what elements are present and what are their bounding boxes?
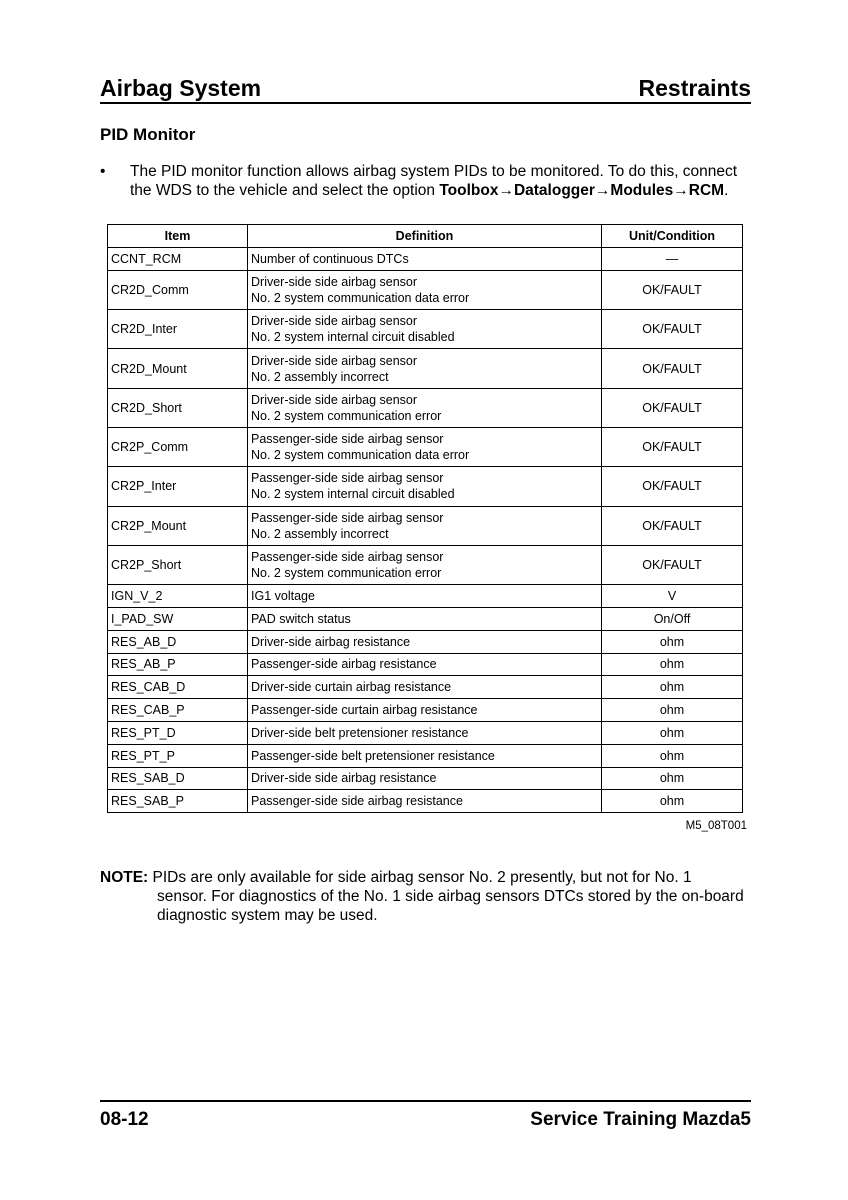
- table-row: [108, 607, 743, 630]
- note-block: [100, 868, 760, 925]
- table-row: [108, 744, 743, 767]
- intro-plain-text: The PID monitor function allows airbag system PIDs to be monitored. To do this, connect the WDS to the vehicle and select the option: [130, 163, 738, 199]
- page-footer: [100, 1100, 751, 1132]
- cell-unit: ohm: [602, 676, 743, 699]
- table-row: [108, 630, 743, 653]
- note-label: NOTE:: [100, 869, 149, 886]
- cell-item: CR2P_Short: [108, 545, 248, 584]
- cell-definition: [248, 388, 602, 427]
- cell-definition: [248, 310, 602, 349]
- cell-definition: [248, 653, 602, 676]
- table-row: [108, 676, 743, 699]
- table-row: [108, 270, 743, 309]
- cell-definition: [248, 248, 602, 271]
- cell-definition: [248, 676, 602, 699]
- cell-item: RES_CAB_P: [108, 699, 248, 722]
- cell-item: RES_AB_P: [108, 653, 248, 676]
- cell-item: RES_SAB_D: [108, 767, 248, 790]
- definition-line-1: Passenger-side side airbag sensor: [251, 550, 444, 565]
- definition-line-2: No. 2 system communication error: [251, 408, 442, 423]
- definition-line-2: No. 2 system communication error: [251, 566, 442, 581]
- column-header-item: Item: [108, 225, 248, 248]
- definition-line-1: Passenger-side side airbag sensor: [251, 471, 444, 486]
- menu-path-step: RCM: [688, 182, 725, 199]
- footer-title: Service Training Mazda5: [530, 1109, 751, 1130]
- definition-line-1: Passenger-side side airbag sensor: [251, 432, 444, 447]
- cell-item: I_PAD_SW: [108, 607, 248, 630]
- table-row: [108, 585, 743, 608]
- definition-line-1: Driver-side belt pretensioner resistance: [251, 725, 469, 740]
- cell-definition: [248, 790, 602, 813]
- menu-path-step: Toolbox: [439, 182, 499, 199]
- bullet-icon: •: [100, 163, 106, 180]
- cell-unit: ohm: [602, 699, 743, 722]
- table-row: [108, 248, 743, 271]
- intro-text: [130, 162, 760, 200]
- cell-definition: [248, 349, 602, 388]
- definition-line-2: No. 2 system internal circuit disabled: [251, 330, 455, 345]
- cell-definition: [248, 467, 602, 506]
- definition-line-1: Passenger-side curtain airbag resistance: [251, 703, 478, 718]
- cell-item: RES_CAB_D: [108, 676, 248, 699]
- cell-definition: [248, 427, 602, 466]
- definition-line-1: PAD switch status: [251, 611, 351, 626]
- cell-unit: —: [602, 248, 743, 271]
- definition-line-1: Passenger-side airbag resistance: [251, 657, 437, 672]
- cell-unit: ohm: [602, 744, 743, 767]
- table-body: [108, 248, 743, 813]
- cell-unit: OK/FAULT: [602, 349, 743, 388]
- cell-item: CR2D_Comm: [108, 270, 248, 309]
- table-row: [108, 310, 743, 349]
- table-row: [108, 427, 743, 466]
- intro-paragraph: [100, 162, 760, 200]
- definition-line-1: Passenger-side belt pretensioner resistance: [251, 748, 495, 763]
- cell-item: RES_SAB_P: [108, 790, 248, 813]
- cell-unit: ohm: [602, 790, 743, 813]
- definition-line-1: Passenger-side side airbag resistance: [251, 794, 463, 809]
- menu-path: [439, 182, 724, 199]
- definition-line-2: No. 2 system communication data error: [251, 290, 470, 305]
- menu-path-step: Datalogger: [513, 182, 595, 199]
- cell-item: CR2D_Mount: [108, 349, 248, 388]
- arrow-icon: →: [673, 182, 689, 199]
- table-row: [108, 545, 743, 584]
- cell-unit: OK/FAULT: [602, 427, 743, 466]
- definition-line-1: Driver-side side airbag sensor: [251, 392, 418, 407]
- cell-unit: ohm: [602, 653, 743, 676]
- cell-unit: OK/FAULT: [602, 270, 743, 309]
- cell-item: IGN_V_2: [108, 585, 248, 608]
- cell-definition: [248, 699, 602, 722]
- table-row: [108, 506, 743, 545]
- section-title: PID Monitor: [100, 125, 196, 144]
- cell-item: RES_PT_P: [108, 744, 248, 767]
- cell-definition: [248, 630, 602, 653]
- cell-unit: OK/FAULT: [602, 310, 743, 349]
- cell-unit: ohm: [602, 630, 743, 653]
- cell-definition: [248, 506, 602, 545]
- definition-line-1: Driver-side side airbag resistance: [251, 771, 437, 786]
- cell-item: CR2D_Inter: [108, 310, 248, 349]
- intro-end: .: [724, 182, 729, 199]
- figure-caption: M5_08T001: [685, 820, 747, 832]
- page-header: [100, 72, 751, 104]
- definition-line-2: No. 2 system internal circuit disabled: [251, 487, 455, 502]
- table-row: [108, 653, 743, 676]
- table-row: [108, 388, 743, 427]
- cell-definition: [248, 744, 602, 767]
- pid-table: [107, 224, 743, 813]
- cell-definition: [248, 545, 602, 584]
- table-row: [108, 699, 743, 722]
- definition-line-1: Driver-side curtain airbag resistance: [251, 680, 452, 695]
- definition-line-2: No. 2 assembly incorrect: [251, 526, 389, 541]
- header-title: Airbag System: [100, 75, 262, 101]
- table-row: [108, 790, 743, 813]
- definition-line-1: Passenger-side side airbag sensor: [251, 510, 444, 525]
- table-row: [108, 349, 743, 388]
- cell-item: CR2P_Inter: [108, 467, 248, 506]
- definition-line-1: Driver-side side airbag sensor: [251, 353, 418, 368]
- cell-unit: OK/FAULT: [602, 388, 743, 427]
- definition-line-1: Driver-side side airbag sensor: [251, 314, 418, 329]
- cell-item: RES_AB_D: [108, 630, 248, 653]
- cell-definition: [248, 721, 602, 744]
- cell-unit: ohm: [602, 721, 743, 744]
- cell-definition: [248, 607, 602, 630]
- arrow-icon: →: [594, 182, 611, 199]
- definition-line-1: Driver-side airbag resistance: [251, 634, 411, 649]
- cell-definition: [248, 767, 602, 790]
- cell-item: CR2D_Short: [108, 388, 248, 427]
- definition-line-1: IG1 voltage: [251, 589, 315, 604]
- arrow-icon: →: [498, 182, 514, 199]
- cell-unit: OK/FAULT: [602, 545, 743, 584]
- cell-unit: OK/FAULT: [602, 506, 743, 545]
- definition-line-1: Number of continuous DTCs: [251, 251, 409, 266]
- definition-line-2: No. 2 system communication data error: [251, 448, 470, 463]
- cell-item: CR2P_Comm: [108, 427, 248, 466]
- header-section: Restraints: [638, 75, 751, 101]
- definition-line-2: No. 2 assembly incorrect: [251, 369, 389, 384]
- cell-unit: On/Off: [602, 607, 743, 630]
- cell-unit: ohm: [602, 767, 743, 790]
- cell-unit: V: [602, 585, 743, 608]
- column-header-unit: Unit/Condition: [602, 225, 743, 248]
- menu-path-step: Modules: [610, 182, 674, 199]
- page-number: 08-12: [100, 1109, 149, 1130]
- table-row: [108, 721, 743, 744]
- cell-definition: [248, 270, 602, 309]
- cell-item: CR2P_Mount: [108, 506, 248, 545]
- cell-item: RES_PT_D: [108, 721, 248, 744]
- cell-unit: OK/FAULT: [602, 467, 743, 506]
- cell-item: CCNT_RCM: [108, 248, 248, 271]
- table-row: [108, 767, 743, 790]
- definition-line-1: Driver-side side airbag sensor: [251, 274, 418, 289]
- table-row: [108, 467, 743, 506]
- note-line1: PIDs are only available for side airbag sensor No. 2 presently, but not for No. 1: [152, 869, 692, 886]
- note-first-line: [100, 868, 760, 887]
- cell-definition: [248, 585, 602, 608]
- note-rest: sensor. For diagnostics of the No. 1 side airbag sensors DTCs stored by the on-board diagnostic system may be used.: [157, 888, 744, 924]
- table-header-row: [108, 225, 743, 248]
- column-header-definition: Definition: [248, 225, 602, 248]
